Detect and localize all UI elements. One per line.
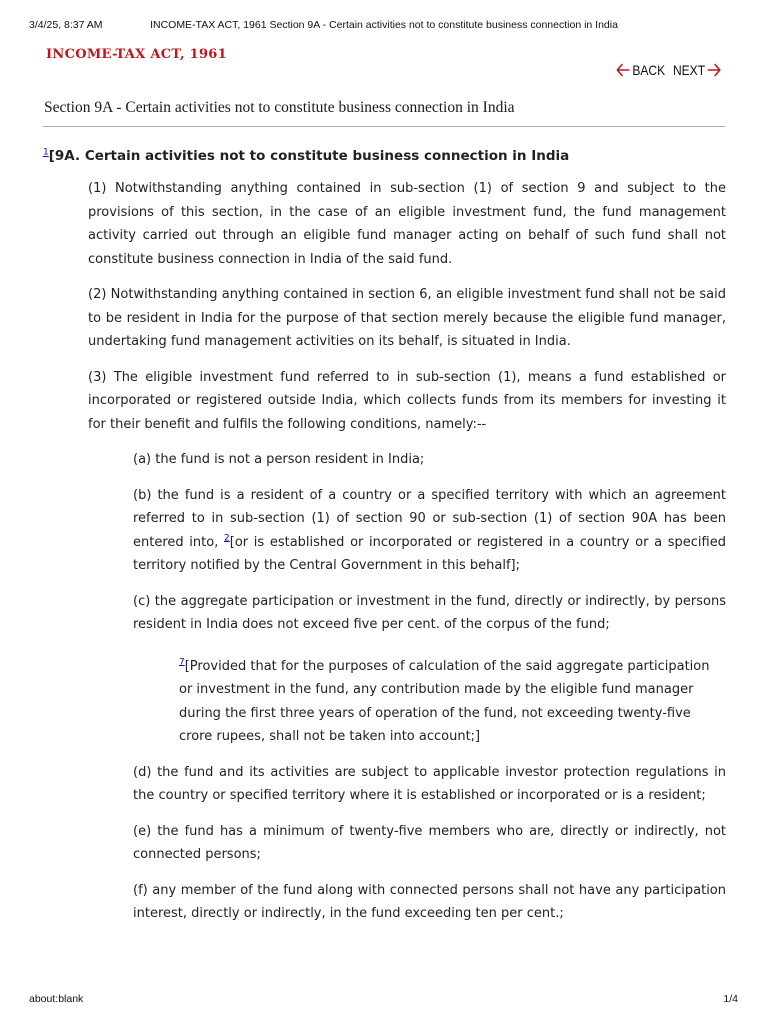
section-nav <box>612 60 725 80</box>
section-title <box>43 146 726 166</box>
clause-c: (c) the aggregate participation or investment in the fund, directly or indirectly, by persons resident in India does not exceed five per cent. of the corpus of the fund; <box>133 593 726 632</box>
print-url: about:blank <box>29 993 84 1005</box>
back-label: BACK <box>631 62 665 78</box>
clause-f: (f) any member of the fund along with connected persons shall not have any participation interest, directly or indirectly, in the fund exceeding ten per cent.; <box>133 882 726 921</box>
clause-d: (d) the fund and its activities are subject to applicable investor protection regulations in the country or specified territory where it is established or incorporated or is a resident; <box>133 764 726 803</box>
clause-e: (e) the fund has a minimum of twenty-five members who are, directly or indirectly, not connected persons; <box>133 823 726 862</box>
clause-c-proviso <box>179 655 716 749</box>
page-number: 1/4 <box>723 993 738 1005</box>
proviso-text: [Provided that for the purposes of calculation of the said aggregate participation or investment in the fund, any contribution made by the eligible fund manager during the first three years of operation of the fund, not exceeding twenty-five crore rupees, shall not be taken into account;] <box>179 658 710 744</box>
section-content <box>43 146 726 938</box>
subsection-1: (1) Notwithstanding anything contained in sub-section (1) of section 9 and subject to the provisions of this section, in the case of an eligible investment fund, the fund management activity carried out through an eligible fund manager acting on behalf of such fund shall not constitute business connection in India of the said fund. <box>88 181 726 267</box>
clause-a: (a) the fund is not a person resident in India; <box>133 452 425 467</box>
subsection-2: (2) Notwithstanding anything contained in section 6, an eligible investment fund shall not be said to be resident in India for the purpose of that section merely because the eligible fund manager, undertaking fund management activities on its behalf, is situated in India. <box>88 287 726 349</box>
heading-divider <box>43 126 725 127</box>
footnote-link-7[interactable]: 7 <box>179 657 185 668</box>
section-heading: Section 9A - Certain activities not to constitute business connection in India <box>44 99 515 116</box>
subsection-3: (3) The eligible investment fund referred to in sub-section (1), means a fund established or incorporated or registered outside India, which collects funds from its members for investing it for their benefit and fulfils the following conditions, namely:-- <box>88 369 726 432</box>
section-title-text: [9A. Certain activities not to constitute business connection in India <box>48 148 570 164</box>
back-link[interactable] <box>616 62 665 78</box>
next-label: NEXT <box>672 62 705 78</box>
footnote-link-1[interactable]: 1 <box>43 147 49 158</box>
clause-b-text-after: [or is established or incorporated or registered in a country or a specified territory notified by the Central Government in this behalf]; <box>133 534 726 573</box>
act-title: INCOME-TAX ACT, 1961 <box>46 47 227 62</box>
print-footer <box>0 993 768 1007</box>
print-datetime: 3/4/25, 8:37 AM <box>29 19 103 31</box>
print-title: INCOME-TAX ACT, 1961 Section 9A - Certain activities not to constitute business connection in India <box>150 19 618 31</box>
arrow-left-icon <box>616 63 630 77</box>
footnote-link-2[interactable]: 2 <box>224 533 230 544</box>
arrow-right-icon <box>707 63 721 77</box>
clause-b-text-before: (b) the fund is a resident of a country or a specified territory with which an agreement referred to in sub-section (1) of section 90 or sub-section (1) of section 90A has been entered into, <box>133 487 726 550</box>
clause-b <box>133 484 726 578</box>
print-header <box>0 19 768 33</box>
next-link[interactable] <box>673 62 721 78</box>
